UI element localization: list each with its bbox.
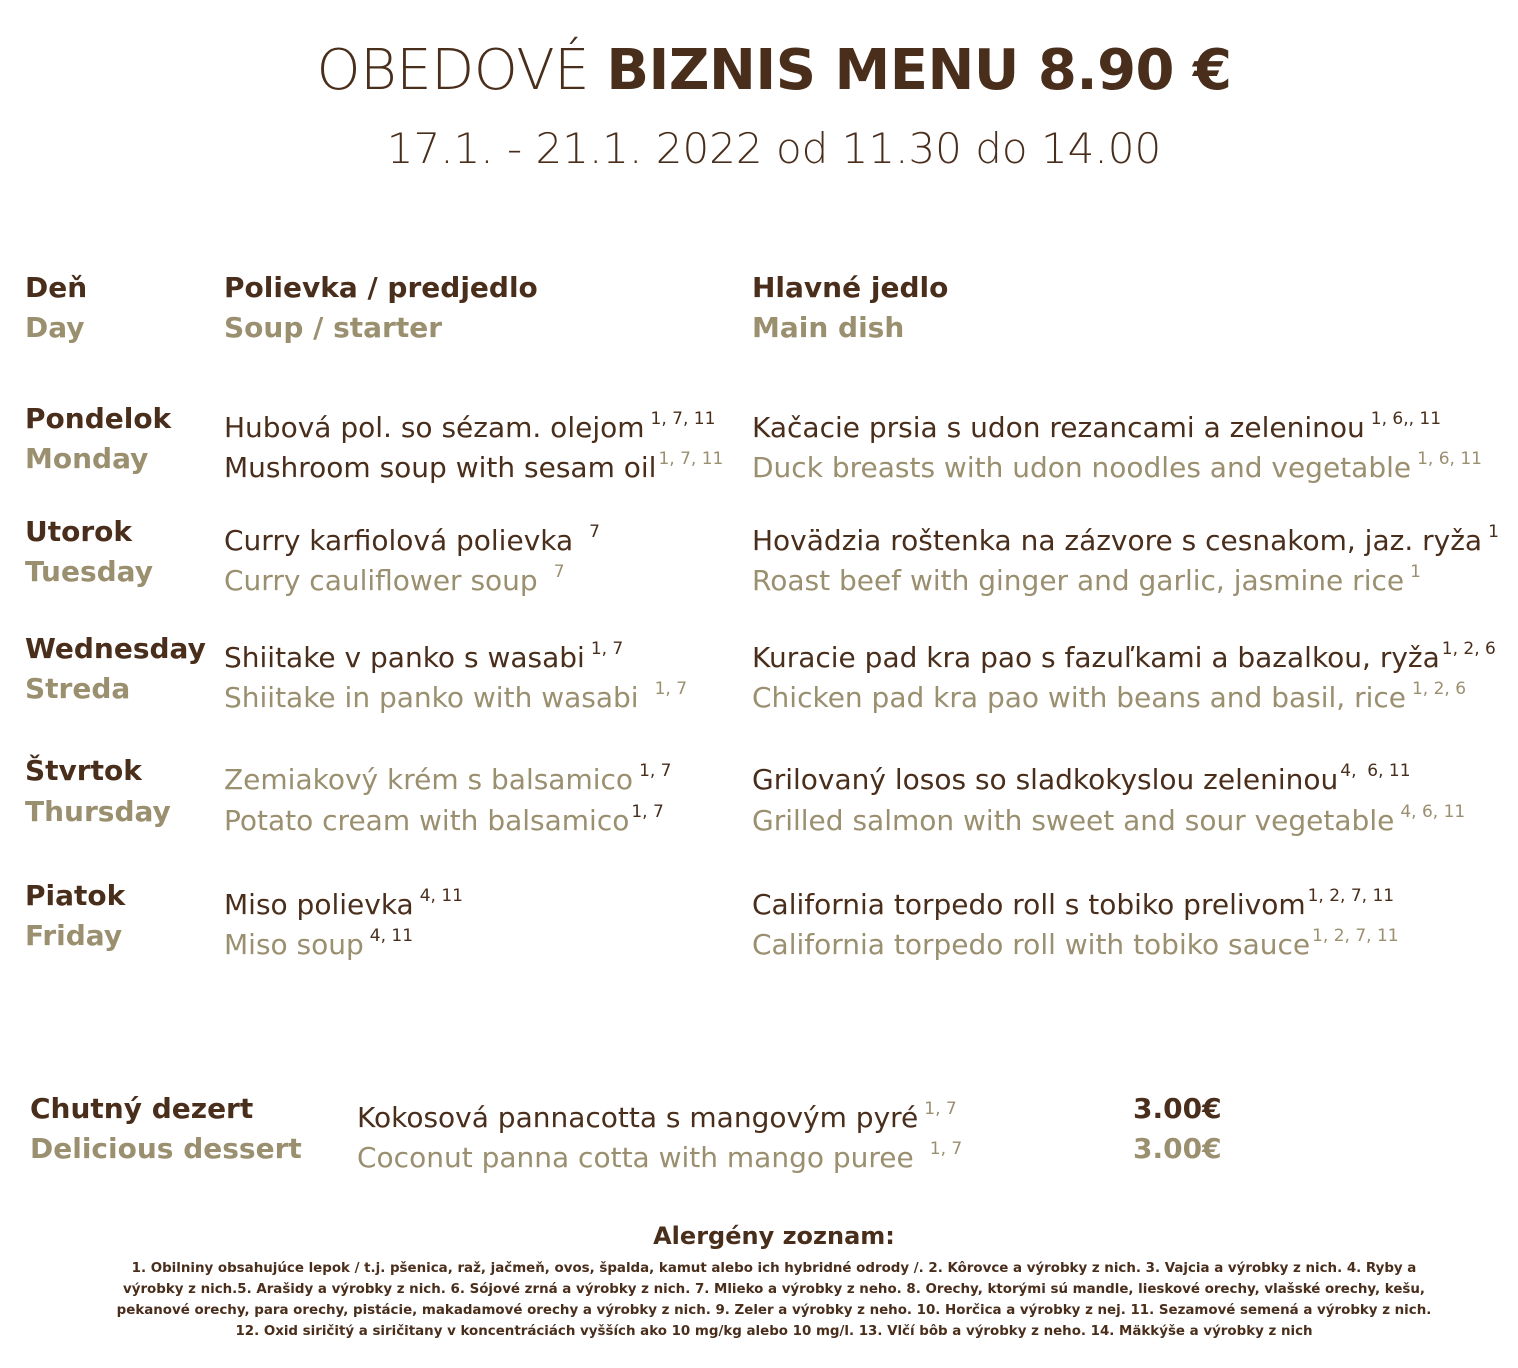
- day-label: Wednesday: [25, 632, 206, 665]
- allergen-codes: 1, 7: [924, 1099, 957, 1119]
- allergen-codes: 4, 11: [419, 886, 463, 906]
- day-label: Utorok: [25, 515, 133, 548]
- soup-item-en: Potato cream with balsamico $^{1, 7}$: [224, 802, 664, 837]
- main-item-en: Chicken pad kra pao with beans and basil, rice $^{1, 2, 6}$: [752, 679, 1467, 714]
- allergen-codes: 1, 2, 7, 11: [1307, 886, 1395, 906]
- dessert-label: Chutný dezert: [30, 1092, 254, 1125]
- soup-item-en: Curry cauliflower soup $^7$: [224, 562, 565, 597]
- allergen-codes: 1, 7: [654, 679, 688, 699]
- date-time-subtitle: 17.1. - 21.1. 2022 od 11.30 do 14.00: [386, 124, 1162, 173]
- allergen-codes: 1: [1488, 522, 1499, 542]
- main-item-en: Duck breasts with udon noodles and vegetable $^{1, 6, 11}$: [752, 449, 1482, 484]
- allergen-codes: 1, 7: [929, 1139, 963, 1159]
- soup-item-en: Mushroom soup with sesam oil $^{1, 7, 11}$: [224, 449, 724, 484]
- allergen-codes: 4, 6, 11: [1400, 802, 1466, 822]
- allergen-codes: 1, 2, 6: [1441, 639, 1496, 659]
- soup-item: Curry karfiolová polievka $^7$: [224, 522, 600, 557]
- soup-item: Zemiakový krém s balsamico $^{1, 7}$: [224, 761, 672, 796]
- day-label-en: Streda: [25, 672, 131, 705]
- main-item: California torpedo roll s tobiko prelivom $^{1, 2, 7, 11}$: [752, 886, 1395, 921]
- soup-item: Miso polievka $^{4, 11}$: [224, 886, 463, 921]
- allergen-codes: 7: [553, 562, 565, 582]
- day-label-en: Tuesday: [25, 555, 153, 588]
- page-title: [0, 38, 1518, 103]
- dessert-price: 3.00€: [1133, 1092, 1222, 1125]
- allergen-codes: 4, 6, 11: [1340, 761, 1411, 781]
- allergen-list-title: Alergény zoznam:: [653, 1222, 895, 1250]
- day-label: Štvrtok: [25, 754, 142, 787]
- col-main-sk: Hlavné jedlo: [752, 271, 949, 304]
- dessert-label-en: Delicious dessert: [30, 1132, 302, 1165]
- allergen-codes: 1, 2, 6: [1411, 679, 1467, 699]
- allergen-codes: 1, 2, 7, 11: [1312, 926, 1399, 946]
- allergen-codes: 1, 7: [631, 802, 664, 822]
- allergen-codes: 7: [589, 522, 600, 542]
- soup-item-en: Shiitake in panko with wasabi $^{1, 7}$: [224, 679, 688, 714]
- day-label: Pondelok: [25, 402, 172, 435]
- col-soup-en: Soup / starter: [224, 311, 443, 344]
- allergen-codes: 1, 7, 11: [658, 449, 724, 469]
- allergen-codes: 1, 7: [639, 761, 672, 781]
- day-label: Piatok: [25, 879, 126, 912]
- allergen-codes: 1, 7: [590, 639, 624, 659]
- col-soup-sk: Polievka / predjedlo: [224, 271, 538, 304]
- day-label-en: Monday: [25, 442, 149, 475]
- title-light: OBEDOVÉ: [316, 38, 590, 103]
- dessert-price-en: 3.00€: [1133, 1132, 1222, 1165]
- col-day-en: Day: [25, 311, 85, 344]
- allergen-codes: 4, 11: [369, 926, 414, 946]
- main-item-en: California torpedo roll with tobiko sauce $^{1, 2, 7, 11}$: [752, 926, 1399, 961]
- main-item-en: Roast beef with ginger and garlic, jasmine rice $^1$: [752, 562, 1421, 597]
- main-item: Grilovaný losos so sladkokyslou zeleninou $^{4, 6, 11}$: [752, 761, 1411, 796]
- allergen-codes: 1, 6,, 11: [1370, 409, 1442, 429]
- day-label-en: Thursday: [25, 795, 171, 828]
- allergen-codes: 1, 7, 11: [650, 409, 716, 429]
- soup-item: Hubová pol. so sézam. olejom $^{1, 7, 11}$: [224, 409, 716, 444]
- dessert-item-en: Coconut panna cotta with mango puree $^{1, 7}$: [357, 1139, 963, 1174]
- soup-item: Shiitake v panko s wasabi $^{1, 7}$: [224, 639, 624, 674]
- main-item-en: Grilled salmon with sweet and sour vegetable $^{4, 6, 11}$: [752, 802, 1466, 837]
- main-item: Hovädzia roštenka na zázvore s cesnakom, jaz. ryža $^1$: [752, 522, 1499, 557]
- day-label-en: Friday: [25, 919, 123, 952]
- title-bold: BIZNIS MENU 8.90 €: [606, 38, 1232, 103]
- dessert-item: Kokosová pannacotta s mangovým pyré $^{1, 7}$: [357, 1099, 957, 1134]
- main-item: Kuracie pad kra pao s fazuľkami a bazalkou, ryža $^{1, 2, 6}$: [752, 639, 1496, 674]
- main-item: Kačacie prsia s udon rezancami a zeleninou $^{1, 6,, 11}$: [752, 409, 1442, 444]
- col-main-en: Main dish: [752, 311, 905, 344]
- allergen-list-text: 1. Obilniny obsahujúce lepok / t.j. pšenica, raž, jačmeň, ovos, špalda, kamut alebo ich hybridné odrody /. 2. Kôrovce a výrobky z nich. 3. Vajcia a výrobky z nich. 4. Ryby a výrobky z nich.5. Arašidy a výrobky z nich. 6. Sójové zrná a výrobky z nich. 7. Mlieko a výrobky z neho. 8. Orechy, ktorými sú mandle, lieskové orechy, vlašské orechy, kešu, pekanové orechy, para orechy, pistácie, makadamové orechy a výrobky z nich. 9. Zeler a výrobky z neho. 10. Horčica a výrobky z nej. 11. Sezamové semená a výrobky z nich. 12. Oxid siričitý a siričitany v koncentráciách vyšších ako 10 mg/kg alebo 10 mg/l. 13. Vlčí bôb a výrobky z neho. 14. Mäkkýše a výrobky z nich: [116, 1261, 1432, 1339]
- col-day-sk: Deň: [25, 271, 88, 304]
- allergen-codes: 1, 6, 11: [1417, 449, 1482, 469]
- soup-item-en: Miso soup $^{4, 11}$: [224, 926, 414, 961]
- allergen-codes: 1: [1410, 562, 1421, 582]
